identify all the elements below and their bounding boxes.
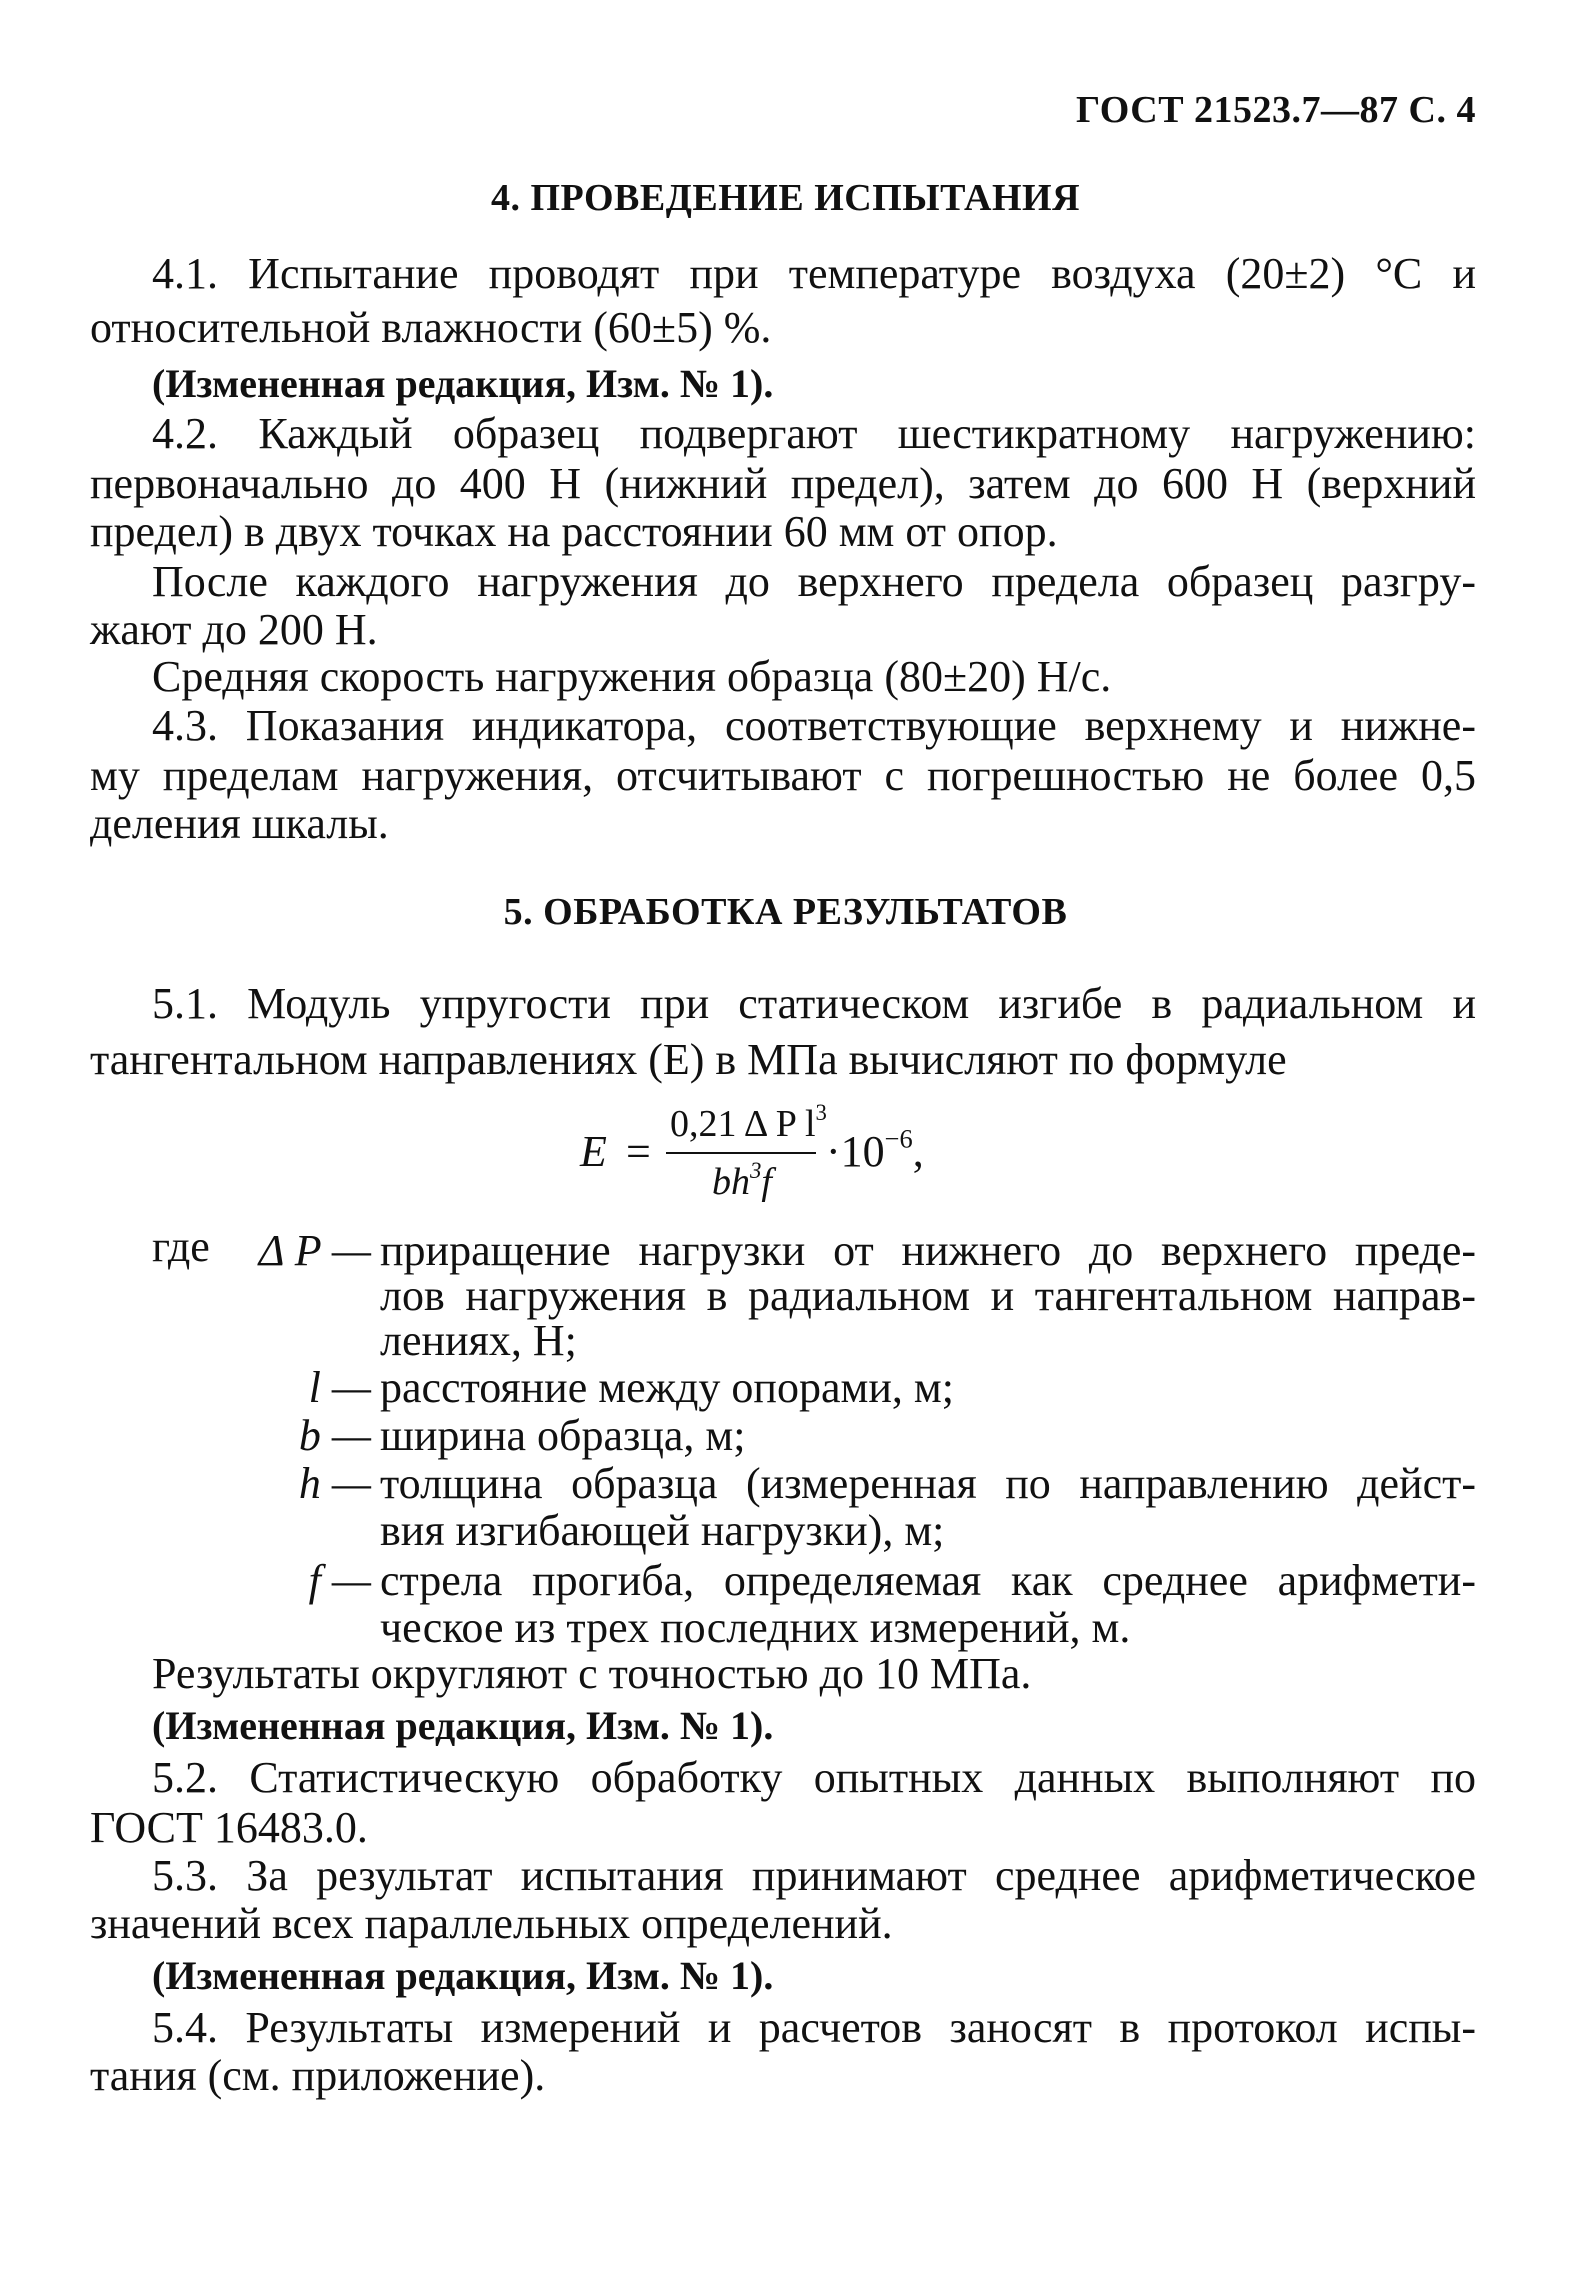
- p43-line1: 4.3. Показания индикатора, соответствующие верхнему и нижне-: [152, 701, 1476, 750]
- formula-denominator: $bh^3f$: [712, 1158, 772, 1203]
- p43-line3: деления шкалы.: [90, 799, 389, 848]
- p54-line2: тания (см. приложение).: [90, 2051, 546, 2100]
- amendment-note-3: (Измененная редакция, Изм. № 1).: [152, 1953, 774, 1998]
- where-label: где: [152, 1222, 210, 1271]
- def-symbol-b: b —: [298, 1411, 371, 1460]
- p53-line2: значений всех параллельных определений.: [90, 1899, 893, 1948]
- p51-line2: тангентальном направлениях (Е) в МПа вычисляют по формуле: [90, 1035, 1287, 1084]
- p42-line1: 4.2. Каждый образец подвергают шестикратному нагружению:: [152, 409, 1476, 458]
- def-delta-p-line2: лов нагружения в радиальном и тангентальном направ-: [380, 1271, 1476, 1320]
- p42b-line2: жают до 200 Н.: [90, 605, 378, 654]
- def-b-line1: ширина образца, м;: [380, 1411, 746, 1460]
- formula-fraction-bar: [666, 1152, 816, 1154]
- def-symbol-delta-p: Δ P —: [258, 1226, 371, 1275]
- elastic-modulus-formula: [560, 1102, 1020, 1212]
- p42b-line1: После каждого нагружения до верхнего предела образец разгру-: [152, 557, 1476, 606]
- def-symbol-f: f —: [308, 1556, 371, 1605]
- def-delta-p-line3: лениях, Н;: [380, 1316, 577, 1365]
- p41-line1: 4.1. Испытание проводят при температуре воздуха (20±2) °С и: [152, 249, 1476, 298]
- p53-line1: 5.3. За результат испытания принимают среднее арифметическое: [152, 1851, 1476, 1900]
- page-header: ГОСТ 21523.7—87 С. 4: [1076, 89, 1476, 131]
- def-l-line1: расстояние между опорами, м;: [380, 1363, 954, 1412]
- amendment-note-2: (Измененная редакция, Изм. № 1).: [152, 1703, 774, 1748]
- p42-line3: предел) в двух точках на расстоянии 60 мм от опор.: [90, 507, 1058, 556]
- def-f-line2: ческое из трех последних измерений, м.: [380, 1603, 1131, 1652]
- formula-lhs: E: [580, 1127, 607, 1176]
- p54-line1: 5.4. Результаты измерений и расчетов заносят в протокол испы-: [152, 2003, 1476, 2052]
- formula-numerator: 0,21 Δ P $l^3$: [670, 1100, 827, 1145]
- def-h-line2: вия изгибающей нагрузки), м;: [380, 1506, 945, 1555]
- p51-line1: 5.1. Модуль упругости при статическом изгибе в радиальном и: [152, 979, 1476, 1028]
- formula-equals: =: [626, 1127, 651, 1176]
- amendment-note-1: (Измененная редакция, Изм. № 1).: [152, 361, 774, 406]
- section-4-title: 4. ПРОВЕДЕНИЕ ИСПЫТАНИЯ: [490, 177, 1081, 219]
- def-f-line1: стрела прогиба, определяемая как среднее арифмети-: [380, 1556, 1476, 1605]
- p41-line2: относительной влажности (60±5) %.: [90, 303, 772, 352]
- def-symbol-h: h —: [298, 1459, 371, 1508]
- p43-line2: му пределам нагружения, отсчитывают с погрешностью не более 0,5: [90, 751, 1476, 800]
- p52-line1: 5.2. Статистическую обработку опытных данных выполняют по: [152, 1753, 1476, 1802]
- formula-multiplier: $\cdot 10^{-6}$,: [826, 1123, 924, 1176]
- rounding-text: Результаты округляют с точностью до 10 МПа.: [152, 1649, 1032, 1698]
- p42-line2: первоначально до 400 Н (нижний предел), затем до 600 Н (верхний: [90, 459, 1476, 508]
- p52-line2: ГОСТ 16483.0.: [90, 1803, 368, 1852]
- def-delta-p-line1: приращение нагрузки от нижнего до верхнего преде-: [380, 1226, 1476, 1275]
- def-symbol-l: l —: [308, 1363, 371, 1412]
- def-h-line1: толщина образца (измеренная по направлению дейст-: [380, 1459, 1476, 1508]
- section-5-title: 5. ОБРАБОТКА РЕЗУЛЬТАТОВ: [503, 891, 1068, 933]
- p42c-line1: Средняя скорость нагружения образца (80±20) Н/с.: [152, 652, 1112, 701]
